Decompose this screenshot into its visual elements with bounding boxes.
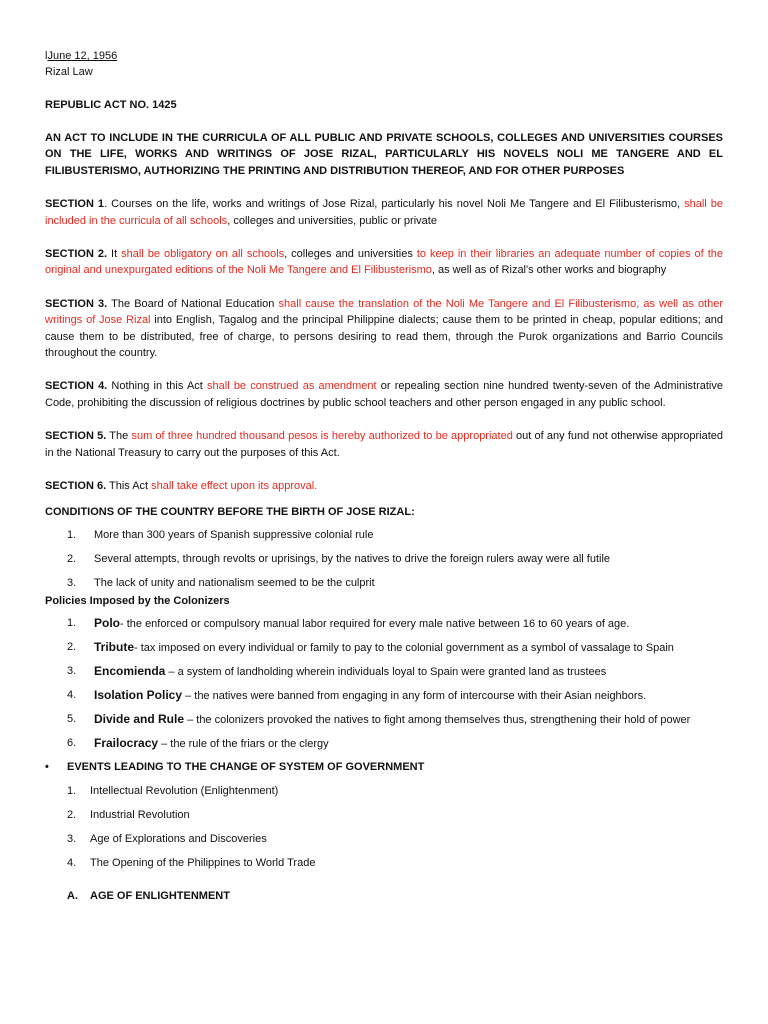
section-label: SECTION 1 bbox=[45, 198, 105, 211]
document-date: June 12, 1956 bbox=[47, 50, 118, 62]
highlight: shall be construed as amendment bbox=[207, 380, 377, 393]
policies-list bbox=[45, 615, 723, 759]
section-5: SECTION 5. The sum of three hundred thousand pesos is hereby authorized to be appropriated out of any fund not otherwise appropriated in the National Treasury to carry out the purposes of this Act. bbox=[45, 430, 723, 459]
policy-term: Polo bbox=[94, 615, 120, 630]
policy-term: Encomienda bbox=[94, 663, 166, 678]
list-item: 4. Isolation Policy – the natives were banned from engaging in any form of intercourse with their Asian neighbors. bbox=[67, 687, 647, 702]
events-heading: • EVENTS LEADING TO THE CHANGE OF SYSTEM OF GOVERNMENT bbox=[45, 760, 425, 773]
highlight: shall cause the translation of the Noli Me Tangere and El Filibusterismo, as well as other writings of Jose Rizal bbox=[45, 297, 724, 327]
bullet-icon: • bbox=[45, 760, 49, 773]
list-item: 6. Frailocracy – the rule of the friars or the clergy bbox=[67, 735, 329, 750]
list-item: 2. Industrial Revolution bbox=[67, 808, 190, 821]
section-label: SECTION 3. bbox=[45, 297, 108, 310]
section-label: SECTION 4. bbox=[45, 380, 108, 393]
list-item: 3. Age of Explorations and Discoveries bbox=[67, 832, 267, 845]
conditions-heading: CONDITIONS OF THE COUNTRY BEFORE THE BIRTH OF JOSE RIZAL: bbox=[45, 505, 415, 518]
highlight: to keep in their libraries an adequate number of copies of the original and unexpurgated editions of the Noli Me Tangere and El Filibusterismo bbox=[45, 248, 724, 277]
list-item: 5. Divide and Rule – the colonizers provoked the natives to fight among themselves thus, strengthening their hold of power bbox=[67, 711, 691, 726]
highlight: shall take effect upon its approval. bbox=[151, 480, 318, 493]
document-page bbox=[45, 48, 723, 904]
list-item: 1. Intellectual Revolution (Enlightenment) bbox=[67, 784, 279, 797]
list-item: 2. Several attempts, through revolts or uprisings, by the natives to drive the foreign rulers away were all futile bbox=[67, 552, 611, 565]
policy-term: Tribute bbox=[94, 639, 135, 654]
highlight: shall be included in the curricula of all schools bbox=[45, 198, 723, 227]
subsection-heading bbox=[45, 888, 723, 904]
section-2: SECTION 2. It shall be obligatory on all schools, colleges and universities to keep in their libraries an adequate number of copies of the original and unexpurgated editions of the Noli Me Tangere and El Filibusterismo, as well as of Rizal's other works and biography bbox=[45, 248, 724, 277]
section-label: SECTION 5. bbox=[45, 430, 107, 443]
highlight: shall be obligatory on all schools bbox=[121, 248, 285, 261]
list-item: 2. Tribute- tax imposed on every individual or family to pay to the colonial government as a symbol of vassalage to Spain bbox=[67, 639, 674, 654]
republic-act-title: REPUBLIC ACT NO. 1425 bbox=[45, 99, 177, 111]
section-label: SECTION 2. bbox=[45, 248, 108, 261]
events-list bbox=[45, 783, 723, 879]
date-line bbox=[45, 48, 723, 64]
text-cursor: l bbox=[45, 50, 48, 62]
highlight: sum of three hundred thousand pesos is hereby authorized to be appropriated bbox=[131, 430, 513, 443]
document-subtitle: Rizal Law bbox=[45, 66, 93, 78]
policy-term: Frailocracy bbox=[94, 735, 159, 750]
policies-heading: Policies Imposed by the Colonizers bbox=[45, 594, 230, 607]
act-title: AN ACT TO INCLUDE IN THE CURRICULA OF ALL PUBLIC AND PRIVATE SCHOOLS, COLLEGES AND UNIVERSITIES COURSES ON THE LIFE, WORKS AND WRITINGS OF JOSE RIZAL, PARTICULARLY HIS NOVELS NOLI ME TANGERE AND EL FILIBUSTERISMO, AUTHORIZING THE PRINTING AND DISTRIBUTION THEREOF, AND FOR OTHER PURPOSES bbox=[45, 132, 723, 177]
section-4: SECTION 4. Nothing in this Act shall be construed as amendment or repealing section nine hundred twenty-seven of the Administrative Code, prohibiting the discussion of religious doctrines by public school teachers and other person engaged in any public school. bbox=[45, 380, 723, 409]
list-item: 3. The lack of unity and nationalism seemed to be the culprit bbox=[67, 576, 375, 589]
section-3: SECTION 3. The Board of National Education shall cause the translation of the Noli Me Tangere and El Filibusterismo, as well as other writings of Jose Rizal into English, Tagalog and the principal Philippine dialects; cause them to be printed in cheap, popular editions; and cause them to be distributed, free of charge, to persons desiring to read them, through the Purok organizations and Barrio Councils throughout the country. bbox=[45, 297, 724, 360]
list-item: 1. Polo- the enforced or compulsory manual labor required for every male native between 16 to 60 years of age. bbox=[67, 615, 630, 630]
policy-term: Divide and Rule bbox=[94, 711, 185, 726]
section-1: SECTION 1. Courses on the life, works and writings of Jose Rizal, particularly his novel Noli Me Tangere and El Filibusterismo, shall be included in the curricula of all schools, colleges and universities, public or private bbox=[45, 198, 723, 227]
list-item: 3. Encomienda – a system of landholding wherein individuals loyal to Spain were granted land as trustees bbox=[67, 663, 607, 678]
section-6: SECTION 6. This Act shall take effect upon its approval. bbox=[45, 480, 318, 493]
list-item: 1. More than 300 years of Spanish suppressive colonial rule bbox=[67, 528, 374, 541]
subsection-title: AGE OF ENLIGHTENMENT bbox=[90, 889, 230, 902]
list-item: 4. The Opening of the Philippines to World Trade bbox=[67, 856, 316, 869]
subsection-letter: A. bbox=[67, 889, 78, 902]
section-label: SECTION 6. bbox=[45, 480, 107, 493]
policy-term: Isolation Policy bbox=[94, 687, 183, 702]
conditions-list bbox=[45, 527, 723, 593]
